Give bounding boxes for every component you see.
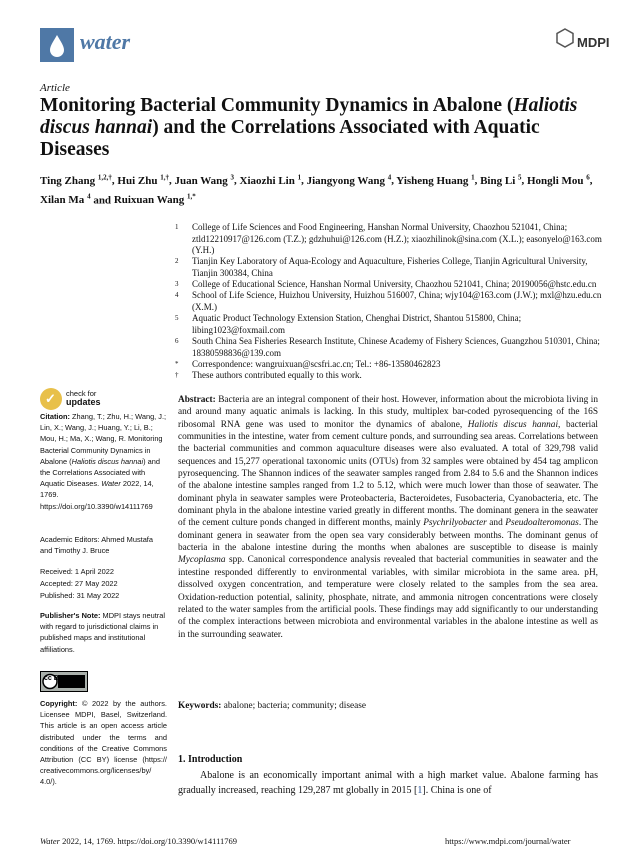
author-affiliation-marker: 4 [87,192,91,201]
author-affiliation-marker: 3 [230,173,235,181]
author-name: Xiaozhi Lin $^1$ [239,173,302,187]
abstract: Abstract: Bacteria are an integral component of their host. However, information about the microbiota living in and around many aquatic animals is lacking. In this study, multiplex bar-coded pyrosequencing of the 16S ribosomal RNA gene was used to monitor the dynamics of abalone, Haliotis discus hannai, bacterial communities in the intestine, water from cement culture ponds, and surrounding sea areas. Correlations between the bacterial communities and common aquaculture diseases were also evaluated. A total of 329,798 valid sequences and 15,277 operational taxonomic units (OTUs) from 32 samples were obtained by 454 tag amplicon pyrosequencing. The Shannon indices of the seawater samples ranged from 2.84 to 5.6 and the Shannon indices of the abalone intestine samples ranged from 1.2 to 5.12, which were much lower than those of seawater. The dominant phyla in seawater samples were Proteobacteria, Bacteroidetes, Fusobacteria, Cyanobacteria, etc. The dominant phyla in the abalone intestine varied greatly in different months. The dominant genera in the seawater of the cement culture ponds changed in different months, mainly Psychrilyobacter and Pseudoalteromonas. The dominant genera in seawater from the open sea vary considerably between months. The dominant genus of bacteria in the abalone intestine during the months when abalones are susceptible to disease is mainly Mycoplasma spp. Canonical correspondence analysis revealed that bacterial communities in seawater and the intestine responded differently to environmental variables, with similar microbiota in the same area. pH, dissolved oxygen concentration, and temperature were closely related to the samples from the sea area. Oxidation-reduction potential, salinity, phosphate, nitrate, and ammonia nitrogen concentrations were closely related to the water samples from the artificial pools. These findings may add significantly to our understanding of the complex interactions between microbiota and environmental variables in the abalone intestine as well as in the surrounding seawater. [178,395,599,640]
check-for-updates-button[interactable]: ✓ check for updates [40,388,120,414]
author-affiliation-marker: 1,* [186,192,196,201]
author-affiliation-marker: 1 [471,173,475,181]
received-date: Received: 1 April 2022 [40,567,114,576]
author-affiliation-marker: 1,2,† [97,173,112,181]
affiliation-6: 6 South China Sea Fisheries Research Institute, Chinese Academy of Fishery Sciences, Guangzhou 510301, China; 18380598836@139.com [175,336,600,358]
affiliation-5: 5 Aquatic Product Technology Extension Station, Chenghai District, Shantou 515800, China; libing1023@foxmail.com [175,313,522,335]
citation-block: Citation: Zhang, T.; Zhu, H.; Wang, J.; Lin, X.; Wang, J.; Huang, Y.; Li, B.; Mou, H.; Ma, X.; Wang, R. Monitoring Bacterial Community Dynamics in Abalone (Haliotis discus hannai) and the Correlations Associated with Aquatic Diseases. Water 2022, 14, 1769. https://doi.org/10.3390/w14111769 [40,412,167,511]
author-name: Jiangyong Wang $^4$ [306,173,392,187]
mdpi-logo-icon [555,28,575,48]
equal-contribution-note: † These authors contributed equally to this work. [175,370,362,380]
accepted-date: Accepted: 27 May 2022 [40,579,118,588]
cc-license-icon[interactable]: cc BY [40,671,88,692]
footer-citation: Water 2022, 14, 1769. https://doi.org/10.3390/w14111769 [40,836,238,846]
affiliation-4: 4 School of Life Science, Huizhou University, Huizhou 516007, China; wjy104@163.com (J.W.); mxl@hzu.edu.cn (X.M.) [175,290,602,312]
author-name: Ting Zhang $^{1,2,\dagger}$ [40,173,112,187]
affiliation-3: 3 College of Educational Science, Hanshan Normal University, Chaozhou 521041, China; 20190056@hstc.edu.cn [175,279,597,289]
author-name: Xilan Ma $^4$ [40,192,91,207]
check-updates-icon: ✓ [40,388,62,410]
introduction-text: Abalone is an economically important animal with a high market value. Abalone farming has gradually increased, reaching 129,287 mt globally in 2015 [1]. China is one of [178,770,598,796]
author-name: Juan Wang $^3$ [174,173,235,187]
author-affiliation-marker: 1 [297,173,302,181]
publisher-name: MDPI [577,35,610,50]
author-affiliation-marker: 6 [586,173,590,181]
author-name: Yisheng Huang $^1$ [396,173,475,187]
affiliation-1: 1 College of Life Sciences and Food Engineering, Hanshan Normal University, Chaozhou 521041, China; ztld12210917@126.com (T.Z.); gdzhuhui@126.com (H.Z.); xiaozhilinok@sina.com (X.L.); easonyelo@163.com (Y.H.) [175,222,602,255]
paper-title: Monitoring Bacterial Community Dynamics in Abalone (Haliotis discus hannai) and the Correlations Associated with Aquatic Diseases [40,95,578,160]
author-name: Hui Zhu $^{1,\dagger}$ [117,173,169,187]
journal-name: water [80,29,131,54]
author-affiliation-marker: 4 [387,173,392,181]
academic-editors: Academic Editors: Ahmed Mustafa and Timothy J. Bruce [40,535,153,556]
affiliation-2: 2 Tianjin Key Laboratory of Aqua-Ecology and Aquaculture, Fisheries College, Tianjin Agricultural University, Tianjin 300384, China [175,256,588,278]
journal-logo-icon [40,28,74,62]
correspondence: * Correspondence: wangruixuan@scsfri.ac.cn; Tel.: +86-13580462823 [175,359,441,369]
author-affiliation-marker: 1,† [160,173,169,181]
reference-link[interactable]: 1 [417,784,423,796]
publisher-note: Publisher's Note: MDPI stays neutral with regard to jurisdictional claims in published maps and institutional affiliations. [40,611,165,654]
published-date: Published: 31 May 2022 [40,591,120,600]
author-name: Bing Li $^5$ [480,173,522,187]
copyright-notice: Copyright: © 2022 by the authors. Licensee MDPI, Basel, Switzerland. This article is an open access article distributed under the terms and conditions of the Creative Commons Attribution (CC BY) license (https:// creativecommons.org/licenses/by/ 4.0/). [40,699,167,787]
author-list: Ting Zhang $^{1,2,\dagger}$, Hui Zhu $^{1,\dagger}$, Juan Wang $^3$, Xiaozhi Lin $^1$, Jiangyong Wang $^4$, Yisheng Huang $^1$, Bing Li $^5$, Hongli Mou $^6$, Xilan Ma $^4$ and Ruixuan Wang $^{1,*}$ [40,173,593,207]
keywords: Keywords: abalone; bacteria; community; disease [178,701,366,711]
author-affiliation-marker: 5 [518,173,522,181]
section-heading-introduction: 1. Introduction [178,754,243,765]
footer-journal-url[interactable]: https://www.mdpi.com/journal/water [445,836,571,846]
author-name: Hongli Mou $^6$ [527,173,590,187]
article-type: Article [40,82,70,94]
author-name: Ruixuan Wang $^{1,*}$ [113,192,196,207]
